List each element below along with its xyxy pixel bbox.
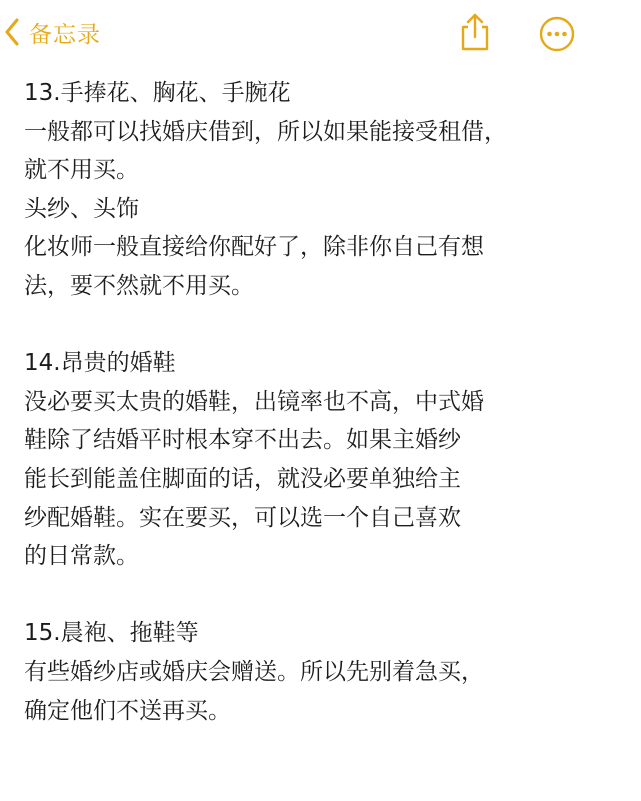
more-icon (538, 15, 576, 53)
note-line: 一般都可以找婚庆借到，所以如果能接受租借， (24, 118, 507, 145)
note-line: 有些婚纱店或婚庆会赠送。所以先别着急买， (24, 658, 484, 685)
note-line: 鞋除了结婚平时根本穿不出去。如果主婚纱 (24, 427, 461, 454)
note-line: 的日常款。 (24, 543, 139, 570)
note-line: 能长到能盖住脚面的话，就没必要单独给主 (24, 465, 461, 492)
note-line: 头纱、头饰 (24, 195, 139, 222)
note-line: 就不用买。 (24, 157, 139, 184)
more-button[interactable] (538, 15, 576, 53)
share-button[interactable] (456, 12, 494, 52)
note-line: 14.昂贵的婚鞋 (24, 350, 176, 377)
note-line: 13.手捧花、胸花、手腕花 (24, 80, 291, 106)
note-line: 没必要买太贵的婚鞋，出镜率也不高，中式婚 (24, 388, 484, 415)
blank-line (24, 306, 624, 345)
note-line: 确定他们不送再买。 (24, 697, 231, 724)
note-line: 纱配婚鞋。实在要买，可以选一个自己喜欢 (24, 504, 461, 531)
note-line: 15.晨袍、拖鞋等 (24, 620, 199, 647)
back-button[interactable] (4, 14, 101, 50)
share-icon (456, 12, 494, 52)
back-button-label: 备忘录 (29, 21, 101, 48)
note-line: 化妆师一般直接给你配好了，除非你自己有想 (24, 234, 484, 261)
note-line: 法，要不然就不用买。 (24, 272, 254, 299)
blank-line (24, 576, 624, 615)
chevron-left-icon (4, 18, 20, 46)
note-body[interactable] (24, 74, 624, 730)
navigation-bar (0, 0, 641, 66)
